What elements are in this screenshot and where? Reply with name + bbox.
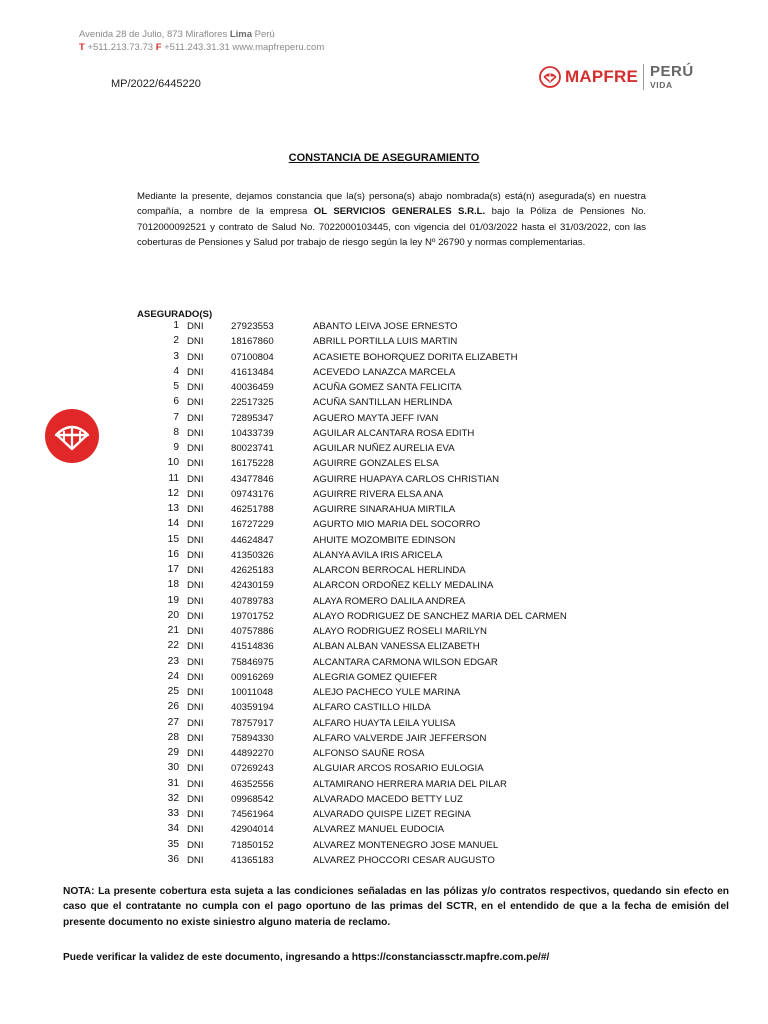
insured-name: ALEJO PACHECO YULE MARINA: [313, 687, 461, 698]
insured-name: AGUIRRE SINARAHUA MIRTILA: [313, 504, 456, 515]
fax-and-website: +511.243.31.31 www.mapfreperu.com: [161, 42, 325, 53]
row-number: 22: [167, 640, 179, 652]
document-type: DNI: [187, 702, 204, 714]
document-number: 42625183: [231, 565, 274, 576]
insured-name: ALBAN ALBAN VANESSA ELIZABETH: [313, 641, 480, 653]
row-number: 33: [167, 808, 179, 819]
document-type: DNI: [187, 671, 204, 683]
document-number: 40757886: [231, 626, 274, 637]
document-number: 07100804: [231, 351, 274, 363]
row-number: 30: [167, 762, 179, 774]
insured-name: ACASIETE BOHORQUEZ DORITA ELIZABETH: [313, 351, 518, 363]
insured-row: [0, 716, 768, 731]
document-number: 72895347: [231, 412, 274, 424]
insured-row: [0, 563, 768, 578]
insured-row: [0, 838, 768, 853]
row-number: 5: [173, 381, 179, 392]
insured-name: ALFARO VALVERDE JAIR JEFFERSON: [313, 732, 487, 744]
document-type: DNI: [187, 778, 204, 790]
insured-name: AGUERO MAYTA JEFF IVAN: [313, 412, 439, 424]
document-number: 40036459: [231, 382, 274, 393]
row-number: 13: [167, 503, 179, 514]
insured-name: ABANTO LEIVA JOSE ERNESTO: [313, 321, 458, 332]
row-number: 24: [167, 670, 179, 682]
row-number: 18: [167, 579, 179, 591]
insured-list: [0, 319, 768, 868]
document-type: DNI: [187, 382, 204, 393]
intro-text-2: bajo la Póliza de Pensiones No. 7012000092521 y contrato de Salud No. 7022000103445, con vigencia del 01/03/2022 hasta el 31/03/2022, con las coberturas de Pensiones y Salud por trabajo de riesgo según la ley Nº 26790 y normas complementarias.: [137, 206, 646, 248]
insured-name: ALARCON ORDOÑEZ KELLY MEDALINA: [313, 580, 494, 592]
contact-line: [79, 41, 324, 54]
insured-row: [0, 395, 768, 410]
document-number: 43477846: [231, 473, 274, 485]
insured-name: ALFONSO SAUÑE ROSA: [313, 748, 425, 759]
insured-row: [0, 777, 768, 792]
document-type: DNI: [187, 473, 204, 485]
document-number: 00916269: [231, 671, 274, 683]
row-number: 14: [167, 518, 179, 530]
intro-text-1: Mediante la presente, dejamos constancia que la(s) persona(s) abajo nombrada(s) está(n) asegurada(s) en nuestra compañía, a nombre de la empresa: [137, 191, 646, 218]
row-number: 8: [173, 426, 179, 438]
document-type: DNI: [187, 534, 204, 546]
insured-row: [0, 700, 768, 715]
row-number: 7: [173, 411, 179, 423]
row-number: 29: [167, 747, 179, 758]
document-type: DNI: [187, 443, 204, 454]
address-city: Lima: [229, 29, 253, 40]
document-number: 75846975: [231, 656, 274, 668]
insured-row: [0, 472, 768, 487]
document-number: 41514836: [231, 641, 274, 653]
insured-name: ALFARO HUAYTA LEILA YULISA: [313, 717, 456, 729]
document-number: 44892270: [231, 748, 274, 759]
insured-row: [0, 761, 768, 776]
document-number: 41350326: [231, 549, 274, 561]
intro-paragraph: [137, 189, 646, 250]
insured-row: [0, 380, 768, 395]
document-type: DNI: [187, 549, 204, 561]
row-number: 16: [167, 548, 179, 560]
row-number: 31: [167, 777, 179, 789]
document-number: 19701752: [231, 610, 274, 622]
row-number: 3: [173, 350, 179, 362]
document-type: DNI: [187, 854, 204, 866]
insured-row: [0, 456, 768, 471]
insured-name: ALAYA ROMERO DALILA ANDREA: [313, 595, 466, 607]
document-type: DNI: [187, 824, 204, 836]
insured-name: ALTAMIRANO HERRERA MARIA DEL PILAR: [313, 778, 507, 790]
insured-row: [0, 319, 768, 334]
insured-row: [0, 639, 768, 654]
address-country: Perú: [252, 29, 275, 40]
insured-row: [0, 807, 768, 822]
row-number: 19: [167, 594, 179, 606]
insured-row: [0, 624, 768, 639]
insured-name: ACUÑA SANTILLAN HERLINDA: [313, 397, 453, 409]
insured-row: [0, 365, 768, 380]
insured-row: [0, 685, 768, 700]
insured-name: ALAYO RODRIGUEZ DE SANCHEZ MARIA DEL CARMEN: [313, 610, 567, 622]
insured-name: ALFARO CASTILLO HILDA: [313, 702, 431, 714]
company-name: OL SERVICIOS GENERALES S.R.L.: [313, 206, 486, 218]
insured-name: ALARCON BERROCAL HERLINDA: [313, 565, 466, 576]
document-number: 71850152: [231, 839, 274, 851]
row-number: 35: [167, 838, 179, 850]
document-type: DNI: [187, 763, 204, 775]
document-type: DNI: [187, 595, 204, 607]
row-number: 26: [167, 701, 179, 713]
document-type: DNI: [187, 610, 204, 622]
document-type: DNI: [187, 641, 204, 653]
document-number: 10011048: [231, 687, 273, 698]
insured-name: ACEVEDO LANAZCA MARCELA: [313, 366, 456, 378]
document-type: DNI: [187, 321, 204, 332]
insured-row: [0, 822, 768, 837]
document-type: DNI: [187, 397, 204, 409]
insured-row: [0, 746, 768, 761]
insured-name: ALVARADO QUISPE LIZET REGINA: [313, 809, 471, 820]
insured-row: [0, 502, 768, 517]
logo-country: PERÚ: [649, 63, 694, 81]
insured-row: [0, 487, 768, 502]
insured-name: AGUIRRE RIVERA ELSA ANA: [313, 488, 444, 500]
document-title: CONSTANCIA DE ASEGURAMIENTO: [288, 152, 480, 164]
document-reference: MP/2022/6445220: [111, 78, 201, 90]
logo-country-block: [650, 64, 694, 90]
document-type: DNI: [187, 351, 204, 363]
document-type: DNI: [187, 488, 204, 500]
insured-name: AGUILAR NUÑEZ AURELIA EVA: [313, 443, 455, 454]
document-type: DNI: [187, 519, 204, 531]
document-type: DNI: [187, 458, 204, 470]
document-number: 09743176: [231, 488, 274, 500]
row-number: 4: [173, 365, 179, 377]
document-type: DNI: [187, 809, 204, 820]
insured-name: ALAYO RODRIGUEZ ROSELI MARILYN: [313, 626, 487, 637]
document-number: 46352556: [231, 778, 274, 790]
insured-row: [0, 853, 768, 868]
document-type: DNI: [187, 717, 204, 729]
document-type: DNI: [187, 839, 204, 851]
document-number: 07269243: [231, 763, 274, 775]
coverage-note: NOTA: La presente cobertura esta sujeta a las condiciones señaladas en las pólizas y/o contratos respectivos, quedando sin efecto en caso que el contratante no cumpla con el pago oportuno de las primas del SCTR, en el entendido de que a la fecha de emisión del presente documento no existe siniestro alguno materia de reclamo.: [63, 886, 729, 928]
insured-name: AHUITE MOZOMBITE EDINSON: [313, 534, 456, 546]
document-number: 18167860: [231, 336, 274, 348]
document-number: 42904014: [231, 824, 274, 836]
document-number: 10433739: [231, 427, 274, 439]
insured-row: [0, 411, 768, 426]
row-number: 2: [173, 335, 179, 347]
insured-row: [0, 594, 768, 609]
mapfre-emblem-icon: [539, 66, 561, 88]
document-type: DNI: [187, 336, 204, 348]
company-address-header: [79, 28, 324, 54]
phone-number: +511.213.73.73: [84, 42, 156, 53]
insured-row: [0, 334, 768, 349]
document-number: 41613484: [231, 366, 274, 378]
insured-name: ALVAREZ PHOCCORI CESAR AUGUSTO: [313, 854, 495, 866]
document-number: 80023741: [231, 443, 274, 454]
insured-name: ALVARADO MACEDO BETTY LUZ: [313, 793, 463, 805]
row-number: 28: [167, 731, 179, 743]
insured-name: ALEGRIA GOMEZ QUIEFER: [313, 671, 438, 683]
insured-row: [0, 533, 768, 548]
insured-row: [0, 731, 768, 746]
document-number: 16175228: [231, 458, 274, 470]
document-number: 74561964: [231, 809, 274, 820]
document-number: 40789783: [231, 595, 274, 607]
row-number: 23: [167, 655, 179, 667]
document-number: 46251788: [231, 504, 274, 515]
insured-row: [0, 792, 768, 807]
document-number: 75894330: [231, 732, 274, 744]
document-type: DNI: [187, 793, 204, 805]
insured-name: ALCANTARA CARMONA WILSON EDGAR: [313, 656, 498, 668]
document-type: DNI: [187, 504, 204, 515]
document-type: DNI: [187, 412, 204, 424]
row-number: 10: [167, 457, 179, 469]
logo-divider: [643, 64, 644, 90]
insured-row: [0, 426, 768, 441]
document-number: 16727229: [231, 519, 274, 531]
insured-row: [0, 517, 768, 532]
insured-name: AGUIRRE GONZALES ELSA: [313, 458, 439, 470]
phone-label: T: [79, 42, 85, 53]
document-number: 40359194: [231, 702, 274, 714]
document-type: DNI: [187, 366, 204, 378]
row-number: 6: [173, 396, 179, 408]
insured-name: ALVAREZ MANUEL EUDOCIA: [313, 824, 444, 836]
row-number: 17: [167, 564, 179, 575]
document-type: DNI: [187, 748, 204, 759]
row-number: 11: [168, 472, 179, 484]
mapfre-logo: [539, 62, 694, 92]
address-street: Avenida 28 de Julio, 873 Miraflores: [79, 29, 230, 40]
insured-name: ACUÑA GOMEZ SANTA FELICITA: [313, 382, 462, 393]
insured-name: ALANYA AVILA IRIS ARICELA: [313, 549, 443, 561]
row-number: 20: [167, 609, 179, 621]
document-type: DNI: [187, 580, 204, 592]
insured-row: [0, 578, 768, 593]
document-number: 22517325: [231, 397, 274, 409]
document-type: DNI: [187, 565, 204, 576]
insured-row: [0, 655, 768, 670]
row-number: 15: [167, 533, 179, 545]
row-number: 25: [167, 686, 179, 697]
document-number: 42430159: [231, 580, 274, 592]
row-number: 1: [173, 320, 179, 331]
logo-line: VIDA: [649, 80, 673, 91]
insured-row: [0, 441, 768, 456]
row-number: 32: [167, 792, 179, 804]
insured-list-header: ASEGURADO(S): [137, 309, 213, 320]
fax-label: F: [155, 42, 162, 53]
document-type: DNI: [187, 656, 204, 668]
document-number: 09968542: [231, 793, 274, 805]
document-type: DNI: [187, 626, 204, 637]
document-number: 78757917: [231, 717, 274, 729]
insured-name: AGUIRRE HUAPAYA CARLOS CHRISTIAN: [313, 473, 500, 485]
row-number: 34: [167, 823, 179, 835]
insured-name: ABRILL PORTILLA LUIS MARTIN: [313, 336, 458, 348]
document-number: 41365183: [231, 854, 274, 866]
insured-name: ALGUIAR ARCOS ROSARIO EULOGIA: [313, 763, 484, 775]
row-number: 36: [167, 853, 179, 865]
row-number: 27: [167, 716, 179, 728]
logo-brand: MAPFRE: [565, 67, 638, 86]
insured-name: AGUILAR ALCANTARA ROSA EDITH: [313, 427, 475, 439]
document-number: 44624847: [231, 534, 274, 546]
verification-note: Puede verificar la validez de este documento, ingresando a https://constanciassctr.mapfre.com.pe/#/: [63, 952, 550, 963]
insured-row: [0, 670, 768, 685]
insured-row: [0, 548, 768, 563]
row-number: 21: [167, 625, 179, 636]
document-number: 27923553: [231, 321, 274, 332]
insured-name: AGURTO MIO MARIA DEL SOCORRO: [313, 519, 481, 531]
insured-row: [0, 350, 768, 365]
address-line: [79, 28, 324, 41]
document-type: DNI: [187, 732, 204, 744]
document-type: DNI: [187, 427, 204, 439]
insured-name: ALVAREZ MONTENEGRO JOSE MANUEL: [313, 839, 499, 851]
insured-row: [0, 609, 768, 624]
document-type: DNI: [187, 687, 204, 698]
row-number: 9: [173, 442, 179, 453]
row-number: 12: [167, 487, 179, 499]
